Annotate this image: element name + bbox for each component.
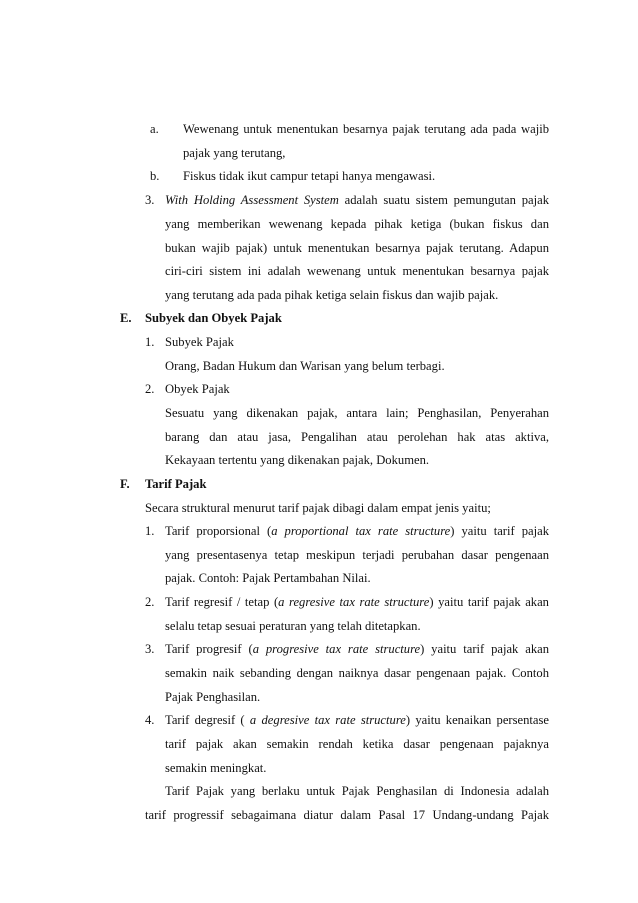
text-line: Tarif degresif ( a degresive tax rate structure) yaitu kenaikan persentase <box>165 713 549 727</box>
text-line: semakin naik sebanding dengan naiknya dasar pengenaan pajak. Contoh <box>165 666 549 680</box>
italic-term: a degresive tax rate structure <box>249 713 406 727</box>
list-marker: a. <box>150 122 159 136</box>
text-line: Kekayaan tertentu yang dikenakan pajak, Dokumen. <box>165 453 430 467</box>
text-line: bukan wajib pajak) untuk menentukan besarnya pajak terutang. Adapun <box>165 241 549 255</box>
italic-term: a regresive tax rate structure <box>278 595 430 609</box>
text-line: Wewenang untuk menentukan besarnya pajak terutang ada pada wajib <box>183 122 549 136</box>
list-marker: 2. <box>145 382 155 396</box>
text-line: barang dan atau jasa, Pengalihan atau perolehan hak atas aktiva, <box>165 430 549 444</box>
text-line: pajak. Contoh: Pajak Pertambahan Nilai. <box>165 571 371 585</box>
subheading: Obyek Pajak <box>165 382 230 396</box>
text-line: Tarif proporsional (a proportional tax rate structure) yaitu tarif pajak <box>165 524 550 538</box>
text-line: yang terutang ada pada pihak ketiga selain fiskus dan wajib pajak. <box>165 288 499 302</box>
list-marker: b. <box>150 169 160 183</box>
list-marker: 1. <box>145 335 155 349</box>
text-line: tarif pajak akan semakin rendah ketika dasar pengenaan pajaknya <box>165 737 549 751</box>
list-marker: 4. <box>145 713 155 727</box>
italic-term: a proportional tax rate structure <box>271 524 451 538</box>
section-letter: F. <box>120 477 130 491</box>
text-line: tarif progressif sebagaimana diatur dalam Pasal 17 Undang-undang Pajak <box>145 808 549 822</box>
text-line: Tarif regresif / tetap (a regresive tax rate structure) yaitu tarif pajak akan <box>165 595 549 609</box>
section-letter: E. <box>120 311 132 325</box>
italic-term: With Holding Assessment System <box>165 193 339 207</box>
italic-term: a progresive tax rate structure <box>252 642 421 656</box>
text-line: ciri-ciri sistem ini adalah wewenang untuk menentukan besarnya pajak <box>165 264 549 278</box>
text-line: Pajak Penghasilan. <box>165 690 261 704</box>
list-marker: 1. <box>145 524 155 538</box>
text-line: Orang, Badan Hukum dan Warisan yang belum terbagi. <box>165 359 445 373</box>
text-line: Sesuatu yang dikenakan pajak, antara lain; Penghasilan, Penyerahan <box>165 406 549 420</box>
list-marker: 3. <box>145 642 155 656</box>
subheading: Subyek Pajak <box>165 335 234 349</box>
section-heading: Tarif Pajak <box>145 477 207 491</box>
text-line: yang presentasenya tetap meskipun terjadi perubahan dasar pengenaan <box>165 548 549 562</box>
text-line: selalu tetap sesuai peraturan yang telah ditetapkan. <box>165 619 421 633</box>
text-line: yang memberikan wewenang kepada pihak ketiga (bukan fiskus dan <box>165 217 549 231</box>
text-line: With Holding Assessment System adalah suatu sistem pemungutan pajak <box>165 193 549 207</box>
text-line: pajak yang terutang, <box>183 146 286 160</box>
text-line: Tarif progresif (a progresive tax rate structure) yaitu tarif pajak akan <box>165 642 549 656</box>
text-line: Secara struktural menurut tarif pajak dibagi dalam empat jenis yaitu; <box>145 501 491 515</box>
list-marker: 3. <box>145 193 155 207</box>
text-line: semakin meningkat. <box>165 761 267 775</box>
section-heading: Subyek dan Obyek Pajak <box>145 311 282 325</box>
list-marker: 2. <box>145 595 155 609</box>
text-line: Tarif Pajak yang berlaku untuk Pajak Penghasilan di Indonesia adalah <box>165 784 549 798</box>
text-line: Fiskus tidak ikut campur tetapi hanya mengawasi. <box>183 169 436 183</box>
